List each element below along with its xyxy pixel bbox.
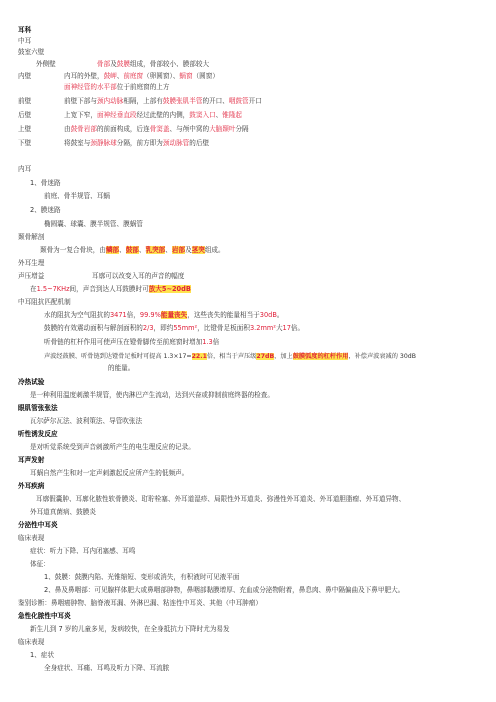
bony-labyrinth-text: 前庭、骨半规管、耳蜗: [44, 192, 110, 200]
membranous-labyrinth-text: 椭圆囊、球囊、膜半规管、膜蜗管: [44, 220, 143, 228]
ear-physiology-heading: 外耳生理: [18, 259, 45, 267]
temporal-bone-heading: 颞骨解剖: [18, 233, 45, 241]
doc-title: 耳科: [18, 26, 32, 34]
temporal-bone-text: 颞骨为一复合骨块，由鳞部、鼓部、乳突部、岩部及茎突组成。: [40, 246, 225, 254]
acute-otitis-heading: 急性化脓性中耳炎: [18, 612, 71, 620]
eustachian-inflation-heading: 眼肌管张张法: [18, 404, 58, 412]
section-middle-ear: 中耳: [18, 37, 32, 45]
acute-otitis-text: 新生儿到 7 岁的儿童多见，发病较快，在全身抵抗力下降时尤为易发: [30, 625, 230, 633]
secretory-otitis-heading: 分泌性中耳炎: [18, 521, 58, 529]
document-page: 耳科 中耳 鼓室六壁 外侧壁 骨部及鼓膜组成，骨部较小、膜部较大 内壁 内耳的外壁，鼓岬、前庭窗（卵圆窗）、蜗窗（圆窗） 面神经管的水平部位于前庭窗的上方 前壁 前壁下部与颈内动脉相隔，上部有鼓膜张肌半管的开口、咽鼓管开口 后壁 上宽下窄，面神经垂直段经过此壁的内侧，鼓窦入口、锥隆起 上壁 由鼓骨岩部的前面构成，后连骨窦盖、与颅中窝的大脑颞叶分隔 下壁 将鼓室与颈静脉球分隔，前方即为颈动脉管的后壁 内耳 1、骨迷路 前庭、骨半规管、耳蜗 2、膜迷路 椭圆囊、球囊、膜半规管、膜蜗管 颞骨解剖 颞骨为一复合骨块，由鳞部、鼓部、乳突部、岩部及茎突组成。 外耳生理 声压增益 耳廓可以改变入耳的声音的幅度 在1.5~7KHz间，声音到达人耳鼓膜时可放大5~20dB 中耳阻抗匹配机制 水的阻抗为空气阻抗的3471倍，99.9%能量丧失，这些丧失的能量相当于30dB。 鼓膜的有效震动面积与解剖面积的2/3，即约55mm²，比镫骨足板面积3.2mm²大17倍。 听骨链的杠杆作用可使声压在镫骨脚传至前庭窗时增加1.3倍 声波经鼓膜、听骨链到达镫骨足板时可提高 1.3×17=22.1倍，相当于声压级27dB，加上鼓膜弧度的杠杆作用，补偿声波衰减的 30dB 的能量。 冷热试验 是一种利用温度刺激半规管，使内淋巴产生流动，达到兴奋或抑制前庭终器的检查。 眼肌管张张法 瓦尔萨尔瓦法、波利策法、导管吹张法 听性诱发反应 是对听觉系统受到声音刺激所产生的电生理反应的记录。 耳声发射 耳蜗自然产生和对一定声刺激起反应所产生的低频声。 外耳疾病 耳廓假囊肿、耳廓化脓性软骨膜炎、耵聍栓塞、外耳道湿疹、局限性外耳道炎、弥漫性外耳道炎、外耳道胆脂瘤、外耳道异物、 外耳道真菌病、鼓膜炎 分泌性中耳炎 临床表现 症状：听力下降、耳内闭塞感、耳鸣 体征： 1、鼓膜：鼓膜内陷、光锥缩短、变形或消失，有积液时可见液平面 2、鼻及鼻咽部：可见腺样体肥大或鼻咽部肿物，鼻咽部黏膜增厚、充血或分泌物附着，鼻息肉、鼻中隔偏曲及下鼻甲肥大。 鉴别诊断：鼻咽癌肿物、脑脊液耳漏、外淋巴漏、粘连性中耳炎、其他（中耳肿瘤） 急性化脓性中耳炎 新生儿到 7 岁的儿童多见，发病较快，在全身抵抗力下降时尤为易发 临床表现 1、症状 全身症状、耳痛、耳鸣及听力下降、耳流脓: [18, 26, 416, 672]
inner-ear-heading: 内耳: [18, 165, 32, 173]
wall-back-label: 后壁: [18, 111, 32, 119]
wall-outer-label: 外侧壁: [36, 60, 56, 68]
tympanic-walls-heading: 鼓室六壁: [18, 48, 45, 56]
membranous-labyrinth-heading: 2、膜迷路: [30, 206, 61, 214]
lever-text: 听骨链的杠杆作用可使声压在镫骨脚传至前庭窗时增加1.3倍: [44, 338, 220, 346]
wall-inner-label: 内壁: [18, 72, 32, 80]
caloric-test-text: 是一种利用温度刺激半规管，使内淋巴产生流动，达到兴奋或抑制前庭终器的检查。: [30, 391, 274, 399]
auditory-evoked-text: 是对听觉系统受到声音刺激所产生的电生理反应的记录。: [30, 443, 195, 451]
acute-symptoms-text: 全身症状、耳痛、耳鸣及听力下降、耳流脓: [44, 664, 170, 672]
signs-heading: 体征：: [30, 560, 50, 568]
clinical-heading: 临床表现: [18, 534, 45, 542]
otoacoustic-heading: 耳声发射: [18, 456, 45, 464]
wall-front-label: 前壁: [18, 97, 32, 105]
symptoms-text: 症状：听力下降、耳内闭塞感、耳鸣: [30, 547, 136, 555]
sign-2-text: 2、鼻及鼻咽部：可见腺样体肥大或鼻咽部肿物，鼻咽部黏膜增厚、充血或分泌物附着，鼻息肉、鼻中隔偏曲及下鼻甲肥大。: [44, 586, 405, 594]
bony-labyrinth-heading: 1、骨迷路: [30, 179, 61, 187]
resonance-text: 在1.5~7KHz间，声音到达人耳鼓膜时可放大5~20dB: [30, 285, 191, 293]
differential-diagnosis-text: 鉴别诊断：鼻咽癌肿物、脑脊液耳漏、外淋巴漏、粘连性中耳炎、其他（中耳肿瘤）: [18, 599, 262, 607]
wall-outer-term: 骨部: [97, 60, 111, 68]
area-ratio-text: 鼓膜的有效震动面积与解剖面积的2/3，即约55mm²，比镫骨足板面积3.2mm²大17倍。: [44, 324, 305, 332]
pressure-gain-label: 声压增益: [18, 272, 45, 280]
auditory-evoked-heading: 听性诱发反应: [18, 430, 58, 438]
impedance-text: 水的阻抗为空气阻抗的3471倍，99.9%能量丧失，这些丧失的能量相当于30dB。: [44, 311, 284, 319]
caloric-test-heading: 冷热试验: [18, 378, 45, 386]
external-ear-disease-text: 耳廓假囊肿、耳廓化脓性软骨膜炎、耵聍栓塞、外耳道湿疹、局限性外耳道炎、弥漫性外耳道炎、外耳道胆脂瘤、外耳道异物、: [36, 495, 406, 503]
sign-1-text: 1、鼓膜：鼓膜内陷、光锥缩短、变形或消失，有积液时可见液平面: [44, 573, 240, 581]
wall-bottom-label: 下壁: [18, 139, 32, 147]
pressure-gain-text: 耳廓可以改变入耳的声音的幅度: [92, 272, 185, 280]
total-gain-text-2: 的能量。: [108, 364, 135, 372]
acute-clinical-heading: 临床表现: [18, 638, 45, 646]
total-gain-text: 声波经鼓膜、听骨链到达镫骨足板时可提高 1.3×17=22.1倍，相当于声压级27dB，加上鼓膜弧度的杠杆作用，补偿声波衰减的 30dB: [44, 353, 416, 360]
middle-ear-mechanism-heading: 中耳阻抗匹配机制: [18, 298, 71, 306]
external-ear-disease-heading: 外耳疾病: [18, 482, 45, 490]
eustachian-inflation-text: 瓦尔萨尔瓦法、波利策法、导管吹张法: [30, 417, 143, 425]
acute-symptoms-heading: 1、症状: [30, 651, 54, 659]
wall-top-label: 上壁: [18, 125, 32, 133]
external-ear-disease-text-2: 外耳道真菌病、鼓膜炎: [30, 508, 96, 516]
otoacoustic-text: 耳蜗自然产生和对一定声刺激起反应所产生的低频声。: [30, 469, 189, 477]
